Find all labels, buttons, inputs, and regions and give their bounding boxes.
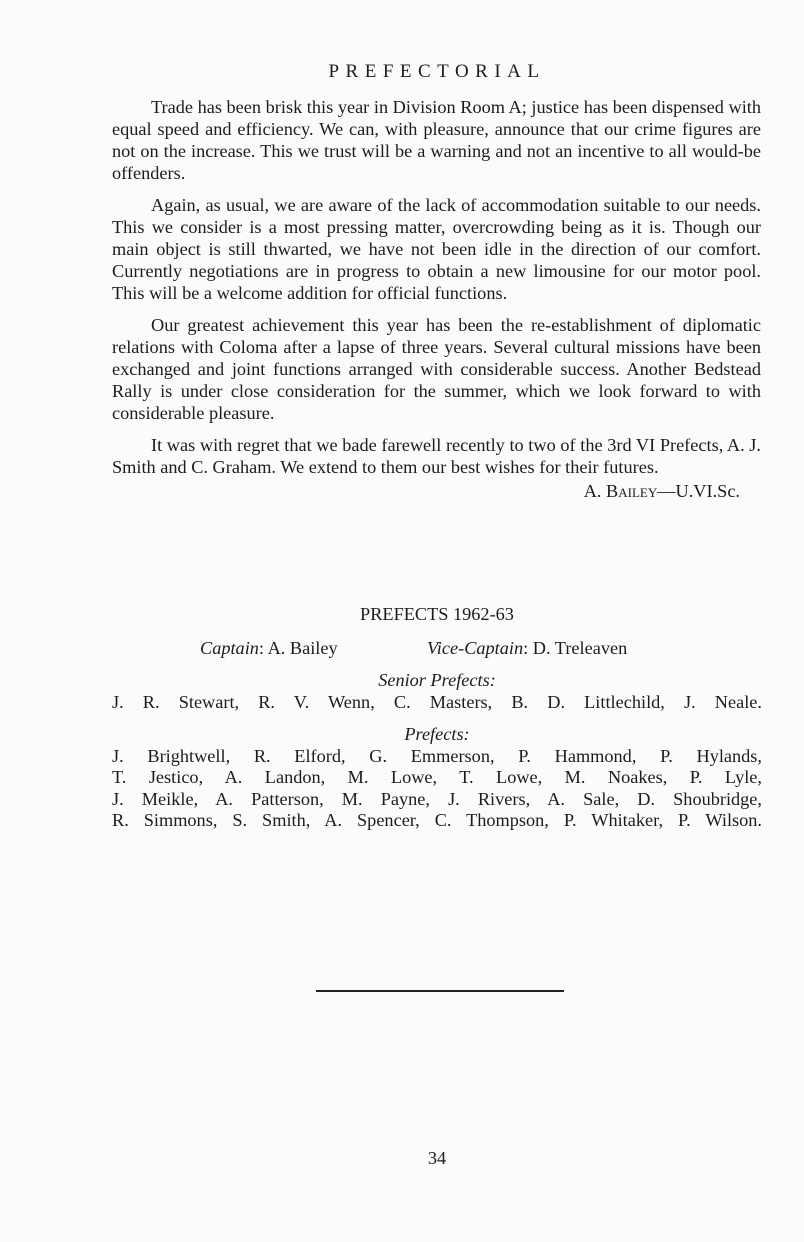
paragraph: Our greatest achievement this year has been the re-establishment of diplomatic relations with Coloma after a lapse of three years. Several cultural missions have been exchanged and joint functions arranged with considerable success. Another Bedstead Rally is under close consideration for the summer, which we look forward to with considerable pleasure. <box>112 315 761 423</box>
vice-captain-entry: Vice-Captain: D. Treleaven <box>427 638 628 658</box>
page-number: 34 <box>427 1148 447 1168</box>
prefects-list-line: T. Jestico, A. Landon, M. Lowe, T. Lowe, M. Noakes, P. Lyle, <box>112 767 762 788</box>
vice-captain-name: D. Treleaven <box>532 638 628 658</box>
captain-name: A. Bailey <box>267 638 338 658</box>
prefects-subheading: Prefects: <box>404 724 470 744</box>
senior-prefects-heading: Senior Prefects: <box>378 670 496 690</box>
vice-captain-label: Vice-Captain <box>427 638 524 658</box>
divider-rule <box>316 990 564 992</box>
captain-entry: Captain: A. Bailey <box>200 638 338 658</box>
prefects-list <box>112 746 762 832</box>
article-heading: PREFECTORIAL <box>328 61 546 82</box>
prefects-list-line: J. Brightwell, R. Elford, G. Emmerson, P. Hammond, P. Hylands, <box>112 746 762 766</box>
paragraph: Trade has been brisk this year in Division Room A; justice has been dispensed with equal speed and efficiency. We can, with pleasure, announce that our crime figures are not on the increase. This we trust will be a warning and not an incentive to all would-be offenders. <box>112 97 761 183</box>
signature-initial: A. <box>583 481 607 501</box>
prefects-list-line: R. Simmons, S. Smith, A. Spencer, C. Thompson, P. Whitaker, P. Wilson. <box>112 810 762 831</box>
captain-label: Captain <box>200 638 259 658</box>
signature <box>112 480 761 502</box>
prefects-heading: PREFECTS 1962-63 <box>360 604 514 624</box>
document-page <box>112 0 762 1242</box>
signature-surname: Bailey <box>606 481 658 501</box>
paragraph: It was with regret that we bade farewell recently to two of the 3rd VI Prefects, A. J. Smith and C. Graham. We extend to them our best wishes for their futures. <box>112 435 761 477</box>
prefects-list-line: J. Meikle, A. Patterson, M. Payne, J. Rivers, A. Sale, D. Shoubridge, <box>112 788 762 809</box>
signature-form: —U.VI.Sc. <box>657 481 740 501</box>
senior-prefects-list: J. R. Stewart, R. V. Wenn, C. Masters, B. D. Littlechild, J. Neale. <box>112 692 762 712</box>
paragraph: Again, as usual, we are aware of the lack of accommodation suitable to our needs. This we consider is a most pressing matter, overcrowding being as it is. Though our main object is still thwarted, we have not been idle in the direction of our comfort. Currently negotiations are in progress to obtain a new limousine for our motor pool. This will be a welcome addition for official functions. <box>112 195 761 303</box>
article-body <box>112 96 761 502</box>
